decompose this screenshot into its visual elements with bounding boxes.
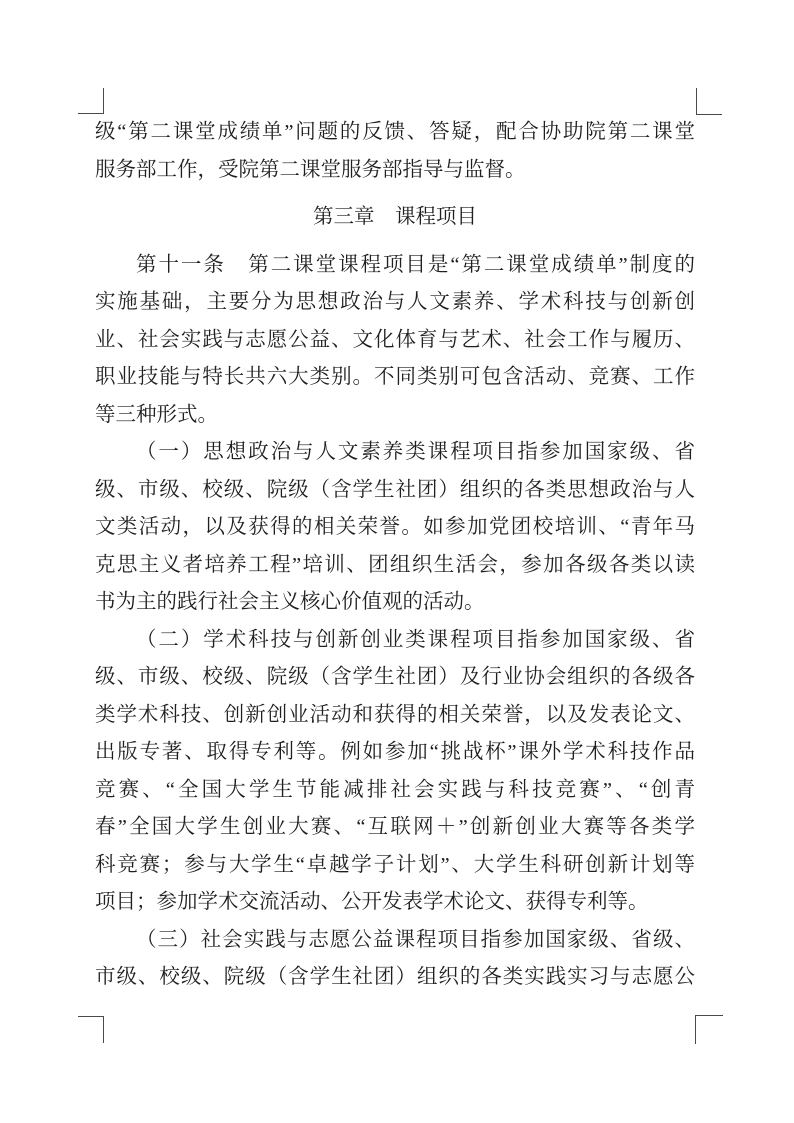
document-body	[95, 114, 695, 997]
text-line: （三）社会实践与志愿公益课程项目指参加国家级、省级、	[136, 928, 695, 951]
text-line: 等三种形式。	[95, 403, 218, 426]
text-line: 竞赛、“全国大学生节能减排社会实践与科技竞赛”、“创青	[95, 778, 695, 801]
text-line: 类学术科技、创新创业活动和获得的相关荣誉，以及发表论文、	[95, 703, 695, 726]
text-line: 服务部工作，受院第二课堂服务部指导与监督。	[95, 158, 526, 181]
text-line: 克思主义者培养工程”培训、团组织生活会，参加各级各类以读	[95, 553, 695, 576]
text-line: 书为主的践行社会主义核心价值观的活动。	[95, 591, 485, 613]
text-line: 业、社会实践与志愿公益、文化体育与艺术、社会工作与履历、	[95, 328, 695, 351]
text-line: （二）学术科技与创新创业类课程项目指参加国家级、省	[136, 628, 695, 651]
text-line: 科竞赛；参与大学生“卓越学子计划”、大学生科研创新计划等	[95, 853, 695, 876]
text-line: 级“第二课堂成绩单”问题的反馈、答疑，配合协助院第二课堂	[95, 121, 695, 143]
text-line: 项目；参加学术交流活动、公开发表学术论文、获得专利等。	[95, 891, 649, 913]
crop-mark-top-right-icon	[696, 88, 722, 115]
text-line: （一）思想政治与人文素养类课程项目指参加国家级、省	[136, 441, 695, 463]
text-line: 级、市级、校级、院级（含学生社团）及行业协会组织的各级各	[95, 666, 695, 688]
crop-mark-bottom-left-icon	[78, 1016, 104, 1043]
text-line: 春”全国大学生创业大赛、“互联网＋”创新创业大赛等各类学	[95, 816, 695, 838]
text-line: 市级、校级、院级（含学生社团）组织的各类实践实习与志愿公	[95, 966, 695, 988]
crop-mark-bottom-right-icon	[695, 1015, 723, 1044]
text-line: 实施基础，主要分为思想政治与人文素养、学术科技与创新创	[95, 291, 695, 313]
text-line: 级、市级、校级、院级（含学生社团）组织的各类思想政治与人	[95, 478, 695, 501]
crop-mark-top-left-icon	[78, 88, 104, 114]
text-line: 文类活动，以及获得的相关荣誉。如参加党团校培训、“青年马	[95, 516, 695, 538]
text-line: 出版专著、取得专利等。例如参加“挑战杯”课外学术科技作品	[95, 741, 695, 763]
chapter-heading: 第三章 课程项目	[313, 206, 477, 228]
text-line: 第十一条 第二课堂课程项目是“第二课堂成绩单”制度的	[136, 253, 695, 276]
text-line: 职业技能与特长共六大类别。不同类别可包含活动、竞赛、工作	[95, 366, 695, 388]
